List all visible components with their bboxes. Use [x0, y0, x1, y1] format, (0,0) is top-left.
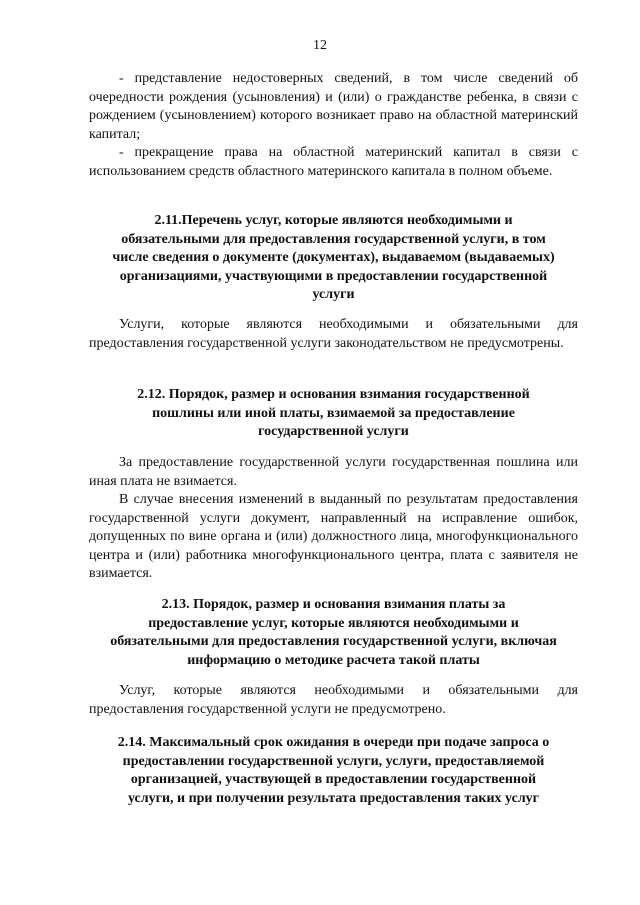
section-2-12-heading: 2.12. Порядок, размер и основания взимания государственной пошлины или иной платы, взимаемой за предоставление государственной услуги — [137, 387, 530, 439]
section-2-13-heading: 2.13. Порядок, размер и основания взимания платы за предоставление услуг, которые являются необходимыми и обязательными для предоставления государственной услуги, включая информацию о методике расчета такой платы — [110, 597, 557, 668]
section-2-12-text-2: В случае внесения изменений в выданный по результатам предоставления государственной услуги документ, направленный на исправление ошибок, допущенных по вине органа и (или) должностного лица, многофункционального центра и (или) работника многофункционального центра, плата с заявителя не взимается. — [89, 492, 578, 581]
section-2-12-text-1: За предоставление государственной услуги государственная пошлина или иная плата не взимается. — [89, 455, 578, 489]
page-number: 12 — [313, 38, 327, 53]
section-2-12-text — [89, 454, 578, 584]
section-2-14-heading: 2.14. Максимальный срок ожидания в очереди при подаче запроса о предоставлении государственной услуги, услуги, предоставляемой организацией, участвующей в предоставлении государственной услуги, и при получении результата предоставления таких услуг — [117, 735, 550, 806]
list-item-right-termination: - прекращение права на областной материнский капитал в связи с использованием средств областного материнского капитала в полном объеме. — [89, 145, 578, 179]
section-2-11-heading: 2.11.Перечень услуг, которые являются необходимыми и обязательными для предоставления государственной услуги, в том числе сведения о документе (документах), выдаваемом (выдаваемых) организациями, участвующими в предоставлении государственной услуги — [112, 213, 555, 302]
section-2-11-text: Услуги, которые являются необходимыми и обязательными для предоставления государственной услуги законодательством не предусмотрены. — [89, 317, 578, 351]
section-2-13-text: Услуг, которые являются необходимыми и обязательными для предоставления государственной услуги не предусмотрено. — [89, 683, 578, 717]
list-continuation — [89, 70, 578, 181]
list-item-false-info: - представление недостоверных сведений, в том числе сведений об очередности рождения (усыновления) и (или) о гражданстве ребенка, в связи с рождением (усыновлением) которого возникает право на областной материнский капитал; — [89, 71, 578, 142]
